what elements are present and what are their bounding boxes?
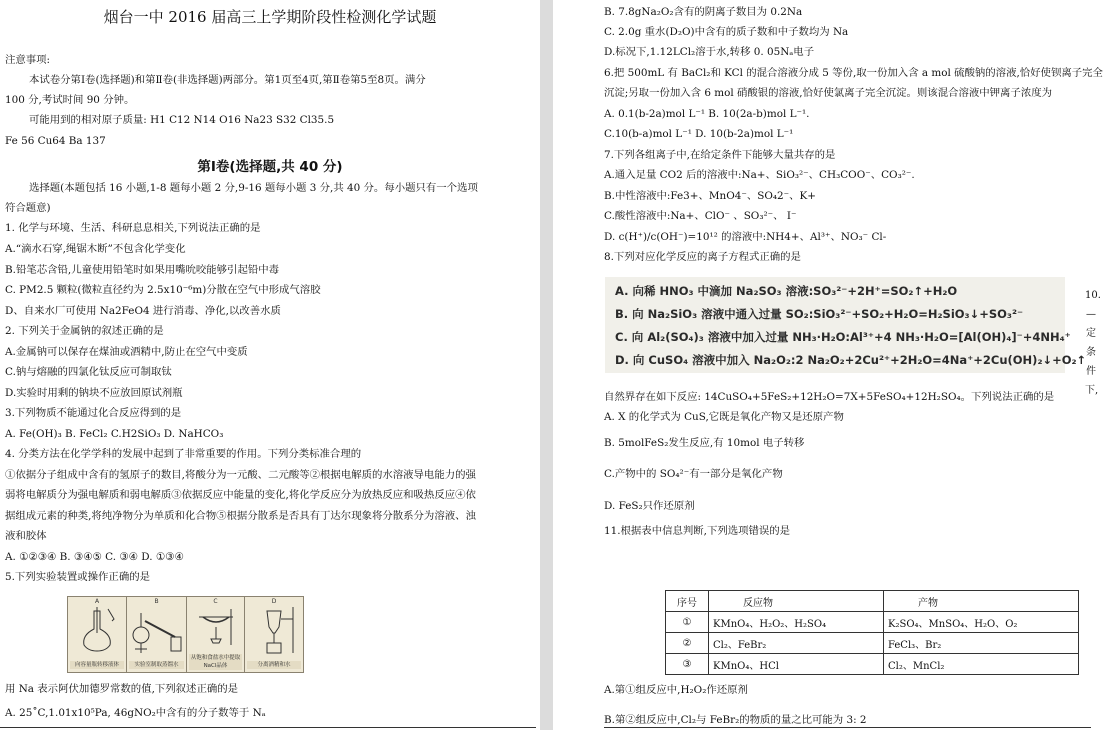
question-8: 8.下列对应化学反应的离子方程式正确的是 xyxy=(604,251,801,263)
atomic-masses-1: 可能用到的相对原子质量: H1 C12 N14 O16 Na23 S32 Cl35.5 xyxy=(29,114,335,126)
intro-line-1: 本试卷分第Ⅰ卷(选择题)和第Ⅱ卷(非选择题)两部分。第1页至4页,第Ⅱ卷第5至8页。满分 xyxy=(29,74,426,86)
equation-c: C. 向 Al₂(SO₄)₃ 溶液中加入过量 NH₃·H₂O:Al³⁺+4 NH₃·H₂O=[Al(OH)₄]⁻+4NH₄⁺ xyxy=(615,330,1071,344)
question-1-option-a: A.“滴水石穿,绳锯木断”不包含化学变化 xyxy=(5,243,186,255)
question-1-option-d: D、自来水厂可使用 Na2FeO4 进行消毒、净化,以改善水质 xyxy=(5,305,281,317)
question-4-text-1: ①依据分子组成中含有的氢原子的数目,将酸分为一元酸、二元酸等②根据电解质的水溶液导电能力的强 xyxy=(5,469,476,481)
question-2-option-c: C.钠与熔融的四氯化钛反应可制取钛 xyxy=(5,366,172,378)
question-10-side-label xyxy=(1085,286,1101,400)
avogadro-option-a: A. 25˚C,1.01x10⁵Pa, 46gNO₂中含有的分子数等于 Nₐ xyxy=(5,707,266,719)
row-products: K₂SO₄、MnSO₄、H₂O、O₂ xyxy=(884,612,1079,633)
question-2: 2. 下列关于金属钠的叙述正确的是 xyxy=(5,325,164,337)
question-7: 7.下列各组离子中,在给定条件下能够大量共存的是 xyxy=(604,149,836,161)
question-4-options: A. ①②③④ B. ③④⑤ C. ③④ D. ①③④ xyxy=(5,551,184,563)
question-3-options: A. Fe(OH)₃ B. FeCl₂ C.H2SiO₃ D. NaHCO₃ xyxy=(5,428,224,440)
avogadro-option-c: C. 2.0g 重水(D₂O)中含有的质子数和中子数均为 Na xyxy=(604,26,849,38)
question-10-option-d: D. FeS₂只作还原剂 xyxy=(604,500,695,512)
distillation-drawing xyxy=(127,605,187,655)
question-6-options-cd: C.10(b-a)mol L⁻¹ D. 10(b-2a)mol L⁻¹ xyxy=(604,128,794,140)
header-reactants: 反应物 xyxy=(709,591,884,612)
question-5: 5.下列实验装置或操作正确的是 xyxy=(5,571,150,583)
apparatus-a-caption: 向容量瓶转移液体 xyxy=(70,661,124,669)
question-10-option-c: C.产物中的 SO₄²⁻有一部分是氧化产物 xyxy=(604,468,783,480)
apparatus-d xyxy=(245,597,303,672)
question-3: 3.下列物质不能通过化合反应得到的是 xyxy=(5,407,182,419)
question-6-line-1: 6.把 500mL 有 BaCl₂和 KCl 的混合溶液分成 5 等份,取一份加入含 a mol 硫酸钠的溶液,恰好使钡离子完全 xyxy=(604,67,1103,79)
choice-instructions-1: 选择题(本题包括 16 小题,1-8 题每小题 2 分,9-16 题每小题 3 分,共 40 分。每小题只有一个选项 xyxy=(29,182,478,194)
equation-d: D. 向 CuSO₄ 溶液中加入 Na₂O₂:2 Na₂O₂+2Cu²⁺+2H₂O=4Na⁺+2Cu(OH)₂↓+O₂↑ xyxy=(615,353,1087,367)
question-6-options-ab: A. 0.1(b-2a)mol L⁻¹ B. 10(2a-b)mol L⁻¹. xyxy=(604,108,810,120)
row-reactants: KMnO₄、H₂O₂、H₂SO₄ xyxy=(709,612,884,633)
question-10-option-a: A. X 的化学式为 CuS,它既是氧化产物又是还原产物 xyxy=(604,411,844,423)
question-4-text-3: 据组成元素的种类,将纯净物分为单质和化合物⑤根据分散系是否具有丁达尔现象将分散系分为溶液、浊 xyxy=(5,510,476,522)
side-char: 条 xyxy=(1086,347,1096,358)
side-char: 定 xyxy=(1086,328,1096,339)
table-row xyxy=(666,633,1079,654)
row-products: FeCl₃、Br₂ xyxy=(884,633,1079,654)
question-10: 自然界存在如下反应: 14CuSO₄+5FeS₂+12H₂O=7X+5FeSO₄+12H₂SO₄。下列说法正确的是 xyxy=(604,391,1055,403)
bottom-rule-right xyxy=(604,727,1091,728)
apparatus-c xyxy=(187,597,245,672)
question-4-text-4: 液和胶体 xyxy=(5,530,47,542)
apparatus-b xyxy=(127,597,187,672)
choice-instructions-2: 符合题意) xyxy=(5,202,51,214)
bottom-rule-left xyxy=(0,727,536,728)
question-11: 11.根据表中信息判断,下列选项错误的是 xyxy=(604,525,791,537)
notice-heading: 注意事项: xyxy=(5,54,51,66)
apparatus-a-tag: A xyxy=(94,598,100,605)
question-1-option-b: B.铅笔芯含铅,儿童使用铅笔时如果用嘴吮咬能够引起铅中毒 xyxy=(5,264,280,276)
question-2-option-d: D.实验时用剩的钠块不应放回原试剂瓶 xyxy=(5,387,183,399)
header-index: 序号 xyxy=(666,591,709,612)
question-2-option-a: A.金属钠可以保存在煤油或酒精中,防止在空气中变质 xyxy=(5,346,248,358)
row-index: ① xyxy=(666,612,709,633)
avogadro-option-b: B. 7.8gNa₂O₂含有的阴离子数目为 0.2Na xyxy=(604,6,803,18)
apparatus-figure xyxy=(67,596,304,673)
equation-a: A. 向稀 HNO₃ 中滴加 Na₂SO₃ 溶液:SO₃²⁻+2H⁺=SO₂↑+H₂O xyxy=(615,284,958,298)
apparatus-d-caption: 分离酒精和水 xyxy=(247,661,301,669)
atomic-masses-2: Fe 56 Cu64 Ba 137 xyxy=(5,135,106,147)
question-7-option-b: B.中性溶液中:Fe3+、MnO4⁻、SO₄2⁻、K+ xyxy=(604,190,816,202)
row-index: ③ xyxy=(666,654,709,675)
volumetric-flask-drawing xyxy=(68,605,126,655)
avogadro-option-d: D.标况下,1.12LCl₂溶于水,转移 0. 05Nₐ电子 xyxy=(604,46,815,58)
avogadro-question: 用 Na 表示阿伏加德罗常数的值,下列叙述正确的是 xyxy=(5,683,239,695)
apparatus-a xyxy=(68,597,127,672)
side-char: 10. xyxy=(1085,290,1101,301)
apparatus-b-caption: 实验室制取蒸馏水 xyxy=(129,661,184,669)
question-11-option-b: B.第②组反应中,Cl₂与 FeBr₂的物质的量之比可能为 3: 2 xyxy=(604,714,867,726)
separatory-funnel-drawing xyxy=(245,605,303,655)
apparatus-c-tag: C xyxy=(213,598,218,605)
table-row xyxy=(666,612,1079,633)
intro-line-2: 100 分,考试时间 90 分钟。 xyxy=(5,94,135,106)
question-4: 4. 分类方法在化学学科的发展中起到了非常重要的作用。下列分类标准合理的 xyxy=(5,448,362,460)
apparatus-c-caption: 从饱和食盐水中提取NaCl晶体 xyxy=(190,655,241,669)
apparatus-b-tag: B xyxy=(154,598,159,605)
ionic-equations-image xyxy=(605,277,1087,373)
side-char: — xyxy=(1086,309,1096,320)
row-reactants: KMnO₄、HCl xyxy=(709,654,884,675)
question-7-option-c: C.酸性溶液中:Na+、ClO⁻ 、SO₃²⁻、 I⁻ xyxy=(604,210,797,222)
left-page xyxy=(0,0,540,730)
side-char: 件 xyxy=(1086,366,1096,377)
table-row xyxy=(666,654,1079,675)
question-4-text-2: 弱将电解质分为强电解质和弱电解质③依据反应中能量的变化,将化学反应分为放热反应和吸热反应④依 xyxy=(5,489,476,501)
row-products: Cl₂、MnCl₂ xyxy=(884,654,1079,675)
question-6-line-2: 沉淀;另取一份加入含 6 mol 硝酸银的溶液,恰好使氯离子完全沉淀。则该混合溶液中钾离子浓度为 xyxy=(604,87,1052,99)
row-index: ② xyxy=(666,633,709,654)
question-11-option-a: A.第①组反应中,H₂O₂作还原剂 xyxy=(604,684,748,696)
row-reactants: Cl₂、FeBr₂ xyxy=(709,633,884,654)
question-1: 1. 化学与环境、生活、科研息息相关,下列说法正确的是 xyxy=(5,222,261,234)
question-1-option-c: C. PM2.5 颗粒(微粒直径约为 2.5x10⁻⁶m)分散在空气中形成气溶胶 xyxy=(5,284,321,296)
side-char: 下, xyxy=(1085,385,1099,396)
evaporation-drawing xyxy=(187,605,245,651)
question-7-option-a: A.通入足量 CO2 后的溶液中:Na+、SiO₃²⁻、CH₃COO⁻、CO₃²⁻. xyxy=(604,169,915,181)
right-page xyxy=(553,0,1106,730)
exam-title: 烟台一中 2016 届高三上学期阶段性检测化学试题 xyxy=(103,8,437,26)
equation-b: B. 向 Na₂SiO₃ 溶液中通入过量 SO₂:SiO₃²⁻+SO₂+H₂O=H₂SiO₃↓+SO₃²⁻ xyxy=(615,307,1024,321)
section-heading: 第Ⅰ卷(选择题,共 40 分) xyxy=(197,159,343,175)
question-10-option-b: B. 5molFeS₂发生反应,有 10mol 电子转移 xyxy=(604,437,805,449)
apparatus-d-tag: D xyxy=(271,598,277,605)
reaction-table xyxy=(665,590,1079,675)
question-7-option-d: D. c(H⁺)/c(OH⁻)=10¹² 的溶液中:NH4+、Al³⁺、NO₃⁻ Cl- xyxy=(604,231,887,243)
table-header-row xyxy=(666,591,1079,612)
header-products: 产物 xyxy=(884,591,1079,612)
